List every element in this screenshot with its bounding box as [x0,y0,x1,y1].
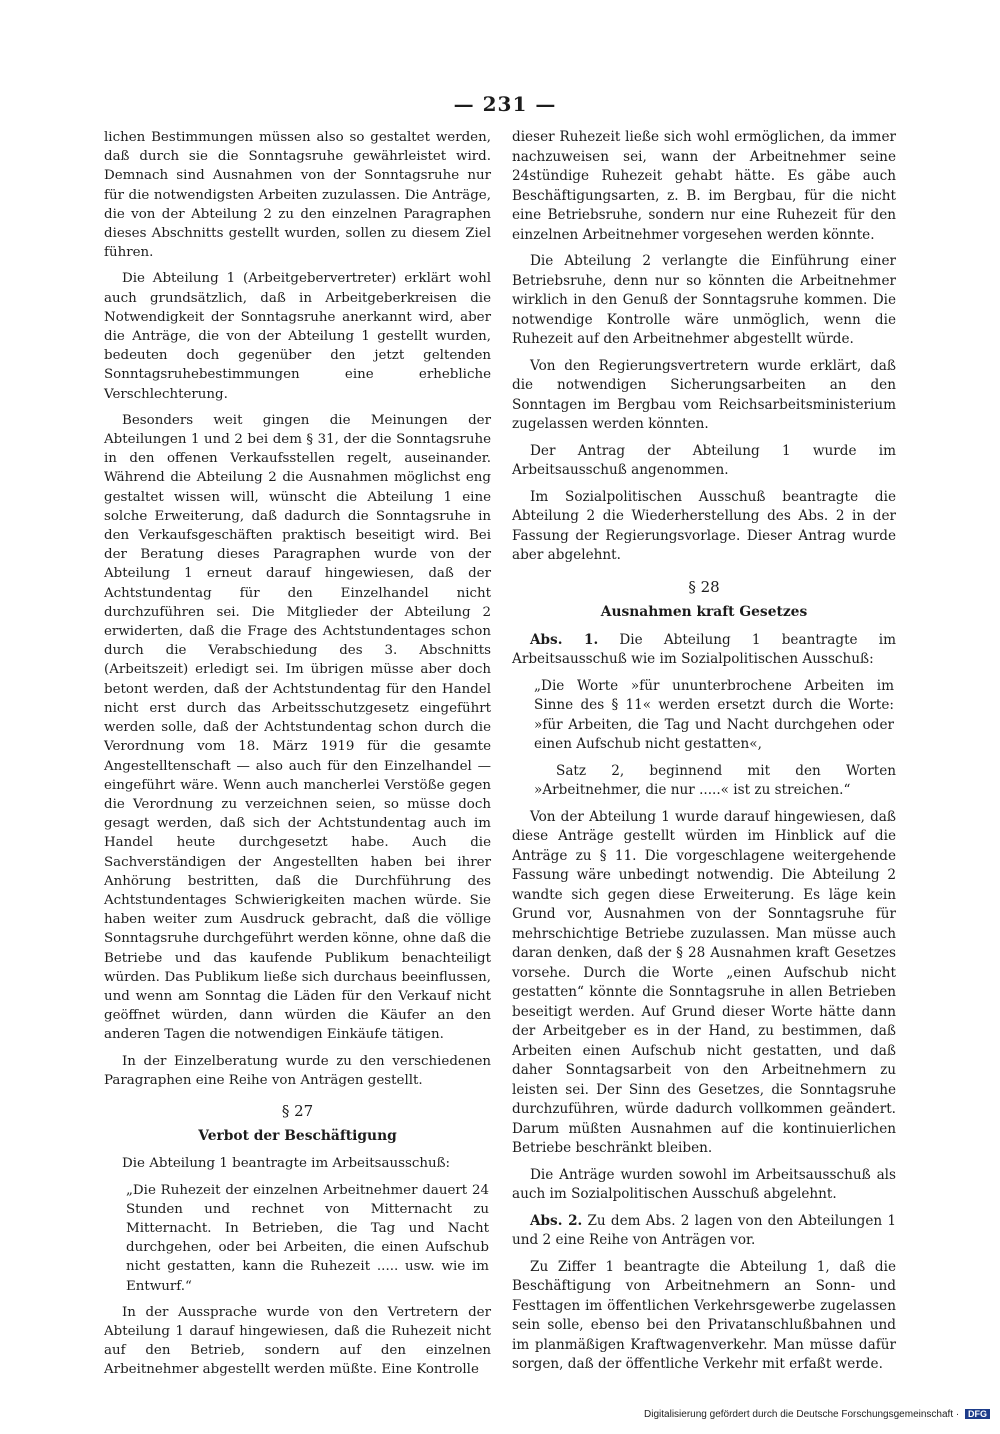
paragraph: Die Abteilung 2 verlangte die Einführung einer Betriebsruhe, denn nur so könnten die Arbeitnehmer wirklich in den Genuß der Sonntagsruhe kommen. Die notwendige Kontrolle wäre unmöglich, wenn die Ruhezeit auf den Arbeitnehmer abgestellt würde. [512,253,896,347]
paragraph: Im Sozialpolitischen Ausschuß beantragte die Abteilung 2 die Wiederherstellung des Abs. 2 in der Fassung der Regierungsvorlage. Dieser Antrag wurde aber abgelehnt. [512,488,896,563]
paragraph: In der Aussprache wurde von den Vertretern der Abteilung 1 darauf hingewiesen, daß die Ruhezeit nicht auf den Betrieb, sondern auf den einzelnen Arbeitnehmer abgestellt werden müßte. Eine Kontrolle [104,1304,491,1378]
paragraph [512,1212,896,1251]
paragraph: Von der Abteilung 1 wurde darauf hingewiesen, daß diese Anträge gestellt würden im Hinblick auf die Anträge zu § 11. Die vorgeschlagene weitergehende Fassung wäre unbedingt notwendig. Die Abteilung 2 wandte sich gegen diese Erweiterung. Es läge kein Grund vor, Ausnahmen von der Sonntagsruhe für mehrschichtige Betriebe zuzulassen. Man müsse auch daran denken, daß der § 28 Ausnahmen kraft Gesetzes vorsehe. Durch die Worte „einen Aufschub nicht gestatten“ könnte die Sonntagsruhe in allen Betrieben beseitigt werden. Auf Grund dieser Worte hätte dann der Arbeitgeber es in der Hand, zu bestimmen, daß Arbeiten einen Aufschub nicht gestatten, und daß daher Sonntagsarbeit von den Arbeitnehmern zu leisten sei. Der Sinn des Gesetzes, die Sonntagsruhe durchzuführen, würde dadurch vollkommen geändert. Darum müßten Ausnahmen auf die kontinuierlichen Betriebe beschränkt bleiben. [512,808,896,1156]
paragraph: Besonders weit gingen die Meinungen der Abteilungen 1 und 2 bei dem § 31, der die Sonntagsruhe in den offenen Verkaufsstellen regelt, auseinander. Während die Abteilung 2 die Ausnahmen möglichst eng gestaltet wissen will, wünscht die Abteilung 1 eine solche Erweiterung, daß dadurch die Sonntagsruhe in den Verkaufsgeschäften praktisch beseitigt wird. Bei der Beratung dieses Paragraphen wurde von der Abteilung 1 erneut darauf hingewiesen, daß der Achtstundentag für den Einzelhandel nicht durchzuführen sei. Die Mitglieder der Abteilung 2 erwiderten, daß die Frage des Achtstundentages schon durch die Verabschiedung des 3. Abschnitts (Arbeitszeit) erledigt sei. Im übrigen müsse aber doch betont werden, daß der Achtstundentag für den Handel nicht erst durch das Arbeitsschutzgesetz eingeführt werden solle, daß der Achtstundentag schon durch die Verordnung vom 18. März 1919 für die gesamte Angestelltenschaft — also auch für den Einzelhandel — eingeführt wäre. Wenn auch mancherlei Verstöße gegen die Verordnung zu verzeichnen seien, so müsse doch gesagt werden, daß sich der Achtstundentag auch im Handel heute durchgesetzt habe. Auch die Sachverständigen der Angestellten haben bei ihrer Anhörung bestritten, daß die Durchführung des Achtstundentages Schwierigkeiten machen würde. Sie haben weiter zum Ausdruck gebracht, daß die völlige Sonntagsruhe durchgeführt werden könne, ohne daß die Betriebe und das kaufende Publikum benachteiligt würden. Das Publikum ließe sich durchaus beeinflussen, und wenn am Sonntag die Läden für den Verkauf nicht geöffnet würden, dann würden die Käufer an den anderen Tagen die notwendigen Einkäufe tätigen. [104,412,491,1043]
left-column [104,128,491,1387]
paragraph: Zu Ziffer 1 beantragte die Abteilung 1, daß die Beschäftigung von Arbeitnehmern an Sonn- und Festtagen im öffentlichen Verkehrsgewerbe zugelassen sein solle, ebenso bei den Privatanschlußbahnen und im planmäßigen Kraftwagenverkehr. Man müsse dafür sorgen, daß der öffentliche Verkehr mit erfaßt werde. [512,1258,896,1372]
paragraph: lichen Bestimmungen müssen also so gestaltet werden, daß durch sie die Sonntagsruhe gewährleistet wird. Demnach sind Ausnahmen von der Sonntagsruhe nur für die notwendigsten Arbeiten zuzulassen. Die Anträge, die von der Abteilung 2 zu den einzelnen Paragraphen dieses Abschnitts gestellt wurden, sollen zu diesem Ziel führen. [104,130,491,261]
dfg-logo: DFG [965,1409,990,1419]
paragraph: Die Abteilung 1 (Arbeitgebervertreter) erklärt wohl auch grundsätzlich, daß in Arbeitgeberkreisen die Notwendigkeit der Sonntagsruhe anerkannt wird, aber die Anträge, die von der Abteilung 1 gestellt wurden, bedeuten doch gegenüber den jetzt geltenden Sonntagsruhebestimmungen eine erhebliche Verschlechterung. [104,271,491,402]
section-title: Verbot der Beschäftigung [198,1128,397,1145]
paragraph: Die Abteilung 1 beantragte im Arbeitsausschuß: [122,1156,451,1172]
footer-text: Digitalisierung gefördert durch die Deutsche Forschungsgemeinschaft · [644,1409,960,1420]
paragraph: Von den Regierungsvertretern wurde erklärt, daß die notwendigen Sicherungsarbeiten an den Sonntagen im Bergbau vom Reichsarbeitsministerium zugelassen werden könnten. [512,357,896,432]
paragraph: dieser Ruhezeit ließe sich wohl ermöglichen, da immer nachzuweisen sei, wann der Arbeitnehmer seine 24stündige Ruhezeit gehabt hätte. Es gäbe auch Beschäftigungsarten, z. B. im Bergbau, für die nicht eine Betriebsruhe, sondern nur eine Ruhezeit für den einzelnen Arbeitnehmer vorgesehen werden könnte. [512,129,896,243]
right-column [512,128,896,1382]
quotation: „Die Worte »für ununterbrochene Arbeiten im Sinne des § 11« werden ersetzt durch die Worte: »für Arbeiten, die Tag und Nacht durchgehen oder einen Aufschub nicht gestatten«, [534,677,894,752]
page-number: — 231 — [453,92,557,116]
quotation-continued: Satz 2, beginnend mit den Worten »Arbeitnehmer, die nur .....« ist zu streichen.“ [534,762,896,798]
paragraph: Der Antrag der Abteilung 1 wurde im Arbeitsausschuß angenommen. [512,442,896,478]
section-number: § 28 [688,577,720,596]
paragraph: In der Einzelberatung wurde zu den verschiedenen Paragraphen eine Reihe von Anträgen gestellt. [104,1053,491,1088]
quotation: „Die Ruhezeit der einzelnen Arbeitnehmer dauert 24 Stunden und rechnet von Mitternacht zu Mitternacht. In Betrieben, die Tag und Nacht durchgehen, oder bei Arbeiten, die einen Aufschub nicht gestatten, kann die Ruhezeit ..... usw. wie im Entwurf.“ [126,1182,489,1294]
absatz-label: Abs. 1. [530,631,599,648]
footer-credit [560,1409,990,1420]
paragraph [512,631,896,670]
absatz-text: Die Abteilung 1 beantragte im Arbeitsausschuß wie im Sozialpolitischen Ausschuß: [512,631,896,667]
absatz-label: Abs. 2. [530,1212,583,1229]
paragraph: Die Anträge wurden sowohl im Arbeitsausschuß als auch im Sozialpolitischen Ausschuß abgelehnt. [512,1166,896,1202]
section-number: § 27 [281,1101,314,1120]
absatz-text: Zu dem Abs. 2 lagen von den Abteilungen 1 und 2 eine Reihe von Anträgen vor. [512,1212,896,1248]
section-title: Ausnahmen kraft Gesetzes [600,604,808,620]
